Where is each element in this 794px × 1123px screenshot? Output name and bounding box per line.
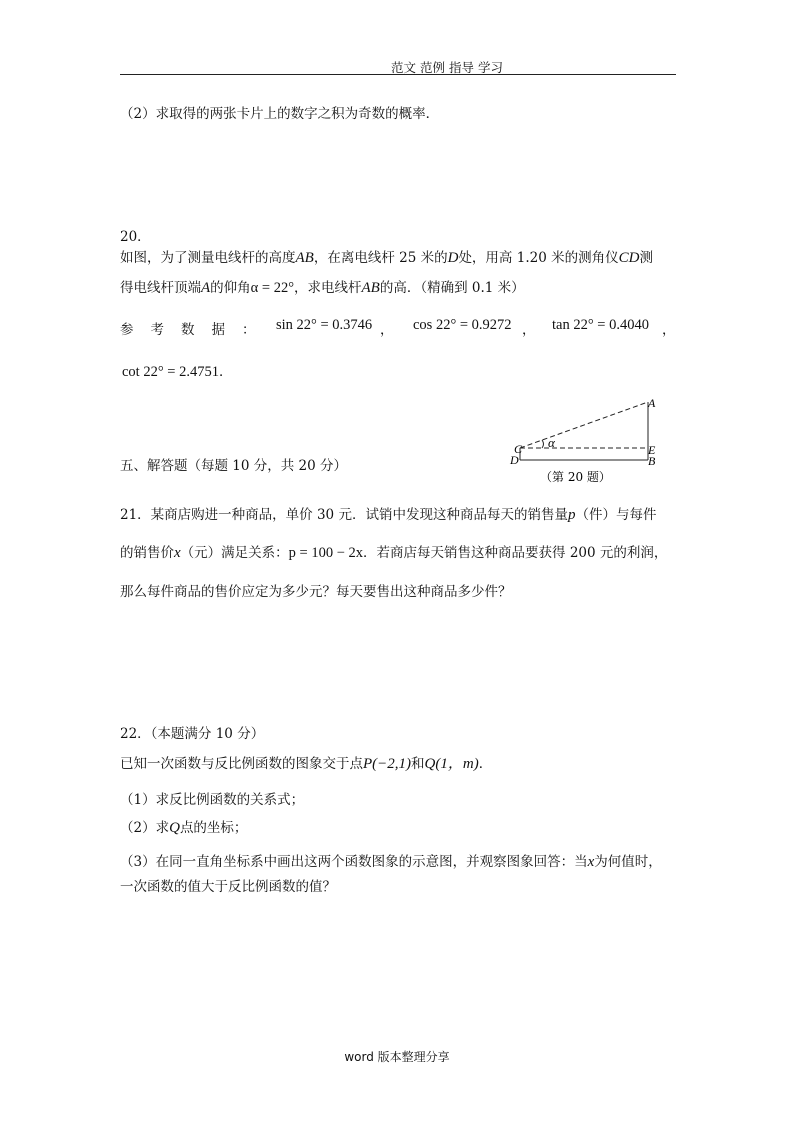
ref-cot: cot 22° = 2.4751 [122, 364, 219, 380]
math-x: x [174, 545, 181, 561]
math-Q: Q(1，m) [424, 756, 479, 772]
q20-ref-label: 参考数据： [120, 322, 273, 338]
ref-cot-line [122, 360, 232, 381]
q21-text: （元）满足关系： [180, 545, 289, 561]
label-A: A [648, 396, 656, 410]
header-title: 范文 范例 指导 学习 [391, 60, 503, 75]
q22-part1: （1）求反比例函数的关系式； [120, 792, 305, 808]
figure-caption: （第 20 题） [540, 470, 611, 484]
math-formula: p = 100 − 2x [288, 545, 364, 561]
ref-tan: tan 22° = 0.4040 [552, 317, 649, 333]
q20-text: 得电线杆顶端 [120, 280, 201, 296]
q20-text: 的高．（精确到 0.1 米） [379, 280, 525, 296]
sight-line [520, 402, 648, 448]
ref-sep: ， [380, 322, 394, 338]
math-AB: AB [295, 250, 314, 266]
label-B: B [648, 454, 656, 468]
q22-text: 和 [411, 756, 425, 772]
q22-heading: 22．（本题满分 10 分） [120, 726, 265, 742]
q19-part2: （2）求取得的两张卡片上的数字之积为奇数的概率． [120, 106, 440, 122]
math-A: A [201, 280, 211, 296]
q20-number: 20． [120, 229, 151, 245]
q21-line3: 那么每件商品的售价应定为多少元？每天要售出这种商品多少件？ [120, 584, 512, 600]
ref-period: ． [218, 364, 233, 380]
q21-line2 [120, 541, 667, 562]
header-rule [120, 74, 676, 75]
q20-text: ，在离电线杆 25 米的 [313, 250, 448, 266]
q21-line1 [120, 503, 656, 524]
q21-text: 的销售价 [120, 545, 174, 561]
math-Q: Q [169, 820, 180, 836]
q22-line1 [120, 752, 492, 773]
ref-sep: ， [662, 322, 676, 338]
math-x: x [587, 854, 595, 870]
ref-cos: cos 22° = 0.9272 [413, 317, 512, 333]
q20-text: 的仰角 [210, 280, 251, 296]
label-alpha: α [548, 435, 555, 450]
q22-text: 为何值时， [594, 854, 662, 870]
q20-text: ，求电线杆 [294, 280, 362, 296]
q20-text: 测 [639, 250, 653, 266]
math-AB: AB [361, 280, 380, 296]
angle-arc [542, 440, 544, 448]
label-E: E [648, 443, 656, 457]
label-D: D [510, 453, 519, 467]
q21-text: ．若商店每天销售这种商品要获得 200 元的利润， [363, 545, 668, 561]
q20-text: 如图，为了测量电线杆的高度 [120, 250, 296, 266]
q22-part3 [120, 850, 662, 871]
math-p: p [567, 507, 576, 523]
q22-text: ． [478, 756, 493, 772]
math-alpha: α = 22° [250, 280, 294, 296]
q20-text: 处，用高 1.20 米的测角仪 [458, 250, 619, 266]
q20-line1 [120, 246, 653, 267]
ref-sep: ， [522, 322, 536, 338]
q21-text: （件）与每件 [575, 507, 657, 523]
label-C: C [514, 442, 523, 456]
section5-title: 五、解答题（每题 10 分，共 20 分） [120, 458, 348, 474]
q22-text: 已知一次函数与反比例函数的图象交于点 [120, 756, 363, 772]
math-CD: CD [618, 250, 640, 266]
q20-figure [506, 392, 666, 484]
q22-text: 点的坐标； [179, 820, 248, 836]
q21-text: 21．某商店购进一种商品，单价 30 元．试销中发现这种商品每天的销售量 [120, 507, 568, 523]
q22-text: （3）在同一直角坐标系中画出这两个函数图象的示意图，并观察图象回答：当 [120, 854, 588, 870]
page-footer: word 版本整理分享 [344, 1050, 450, 1064]
q20-line2 [120, 276, 525, 297]
q22-part2 [120, 816, 247, 837]
math-P: P(−2,1) [363, 756, 412, 772]
math-D: D [447, 250, 459, 266]
q22-part3-cont: 一次函数的值大于反比例函数的值？ [120, 879, 336, 895]
ref-sin: sin 22° = 0.3746 [276, 317, 373, 333]
q22-text: （2）求 [120, 820, 170, 836]
